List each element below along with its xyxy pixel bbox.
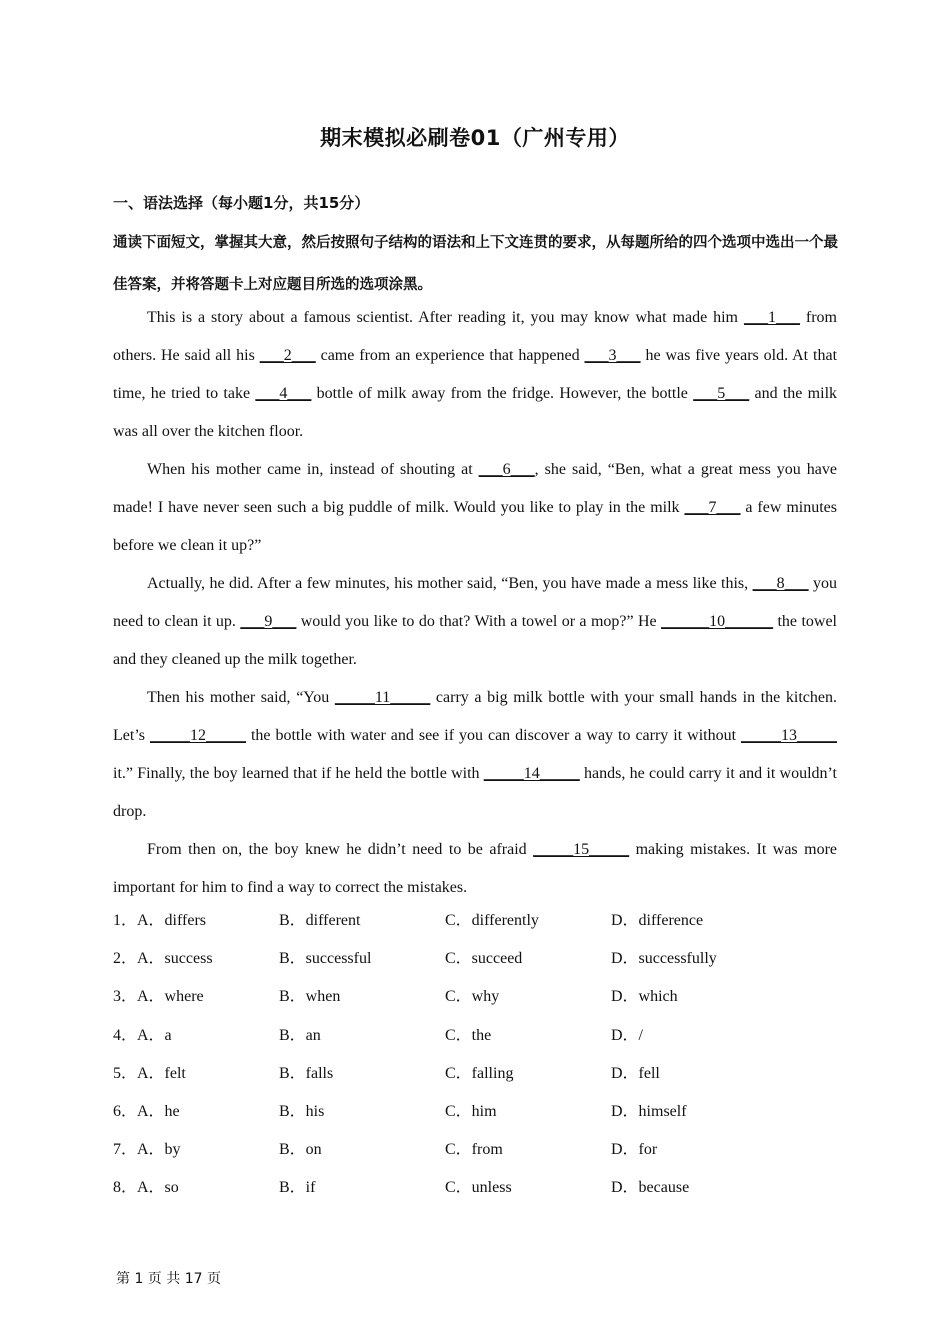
blank-11: _____11_____ bbox=[334, 689, 431, 706]
option-c: C．succeed bbox=[445, 950, 523, 968]
passage-text: This is a story about a famous scientist. After reading it, you may know what made him bbox=[147, 309, 744, 326]
option-a: 2．A．success bbox=[113, 950, 213, 968]
option-c: C．him bbox=[445, 1102, 497, 1120]
option-d: D．/ bbox=[611, 1026, 644, 1044]
option-d: D．for bbox=[611, 1141, 658, 1159]
question-row bbox=[113, 1174, 837, 1212]
paragraph-2 bbox=[113, 451, 837, 565]
blank-2: ___2___ bbox=[259, 347, 316, 364]
paragraph-3 bbox=[113, 565, 837, 679]
option-a: 1．A．differs bbox=[113, 912, 207, 929]
page-title: 期末模拟必刷卷01（广州专用） bbox=[320, 126, 630, 150]
blank-10: ______10______ bbox=[661, 613, 774, 630]
passage-text: from others. He said all his bbox=[113, 309, 837, 364]
instructions: 通读下面短文，掌握其大意，然后按照句子结构的语法和上下文连贯的要求，从每题所给的四个选项中选出一个最佳答案，并将答题卡上对应题目所选的选项涂黑。 bbox=[113, 235, 838, 293]
passage-text: hands, he could carry it and it wouldn’t drop. bbox=[113, 765, 837, 820]
blank-4: ___4___ bbox=[255, 385, 312, 402]
paragraph-4 bbox=[113, 679, 837, 831]
passage-text: making mistakes. It was more important for him to find a way to correct the mistakes. bbox=[113, 841, 837, 896]
option-c: C．falling bbox=[445, 1064, 514, 1082]
option-a: 4．A．a bbox=[113, 1026, 172, 1044]
passage-text: it.” Finally, the boy learned that if he held the bottle with bbox=[113, 765, 484, 782]
passage-text: you need to clean it up. bbox=[113, 575, 838, 630]
option-b: B．different bbox=[279, 912, 361, 929]
option-d: D．himself bbox=[611, 1102, 687, 1120]
option-a: 8．A．so bbox=[113, 1179, 179, 1197]
answer-options bbox=[113, 907, 837, 1213]
passage-text: bottle of milk away from the fridge. However, the bottle bbox=[311, 385, 694, 402]
passage-text: , she said, “Ben, what a great mess you have made! I have never seen such a big puddle of milk. Would you like to play in the milk bbox=[113, 461, 838, 516]
option-d: D．difference bbox=[611, 912, 704, 929]
option-a: 6．A．he bbox=[113, 1102, 180, 1120]
option-d: D．because bbox=[611, 1179, 690, 1197]
option-d: D．fell bbox=[611, 1064, 660, 1082]
passage-text: Actually, he did. After a few minutes, his mother said, “Ben, you have made a mess like this, bbox=[147, 575, 753, 592]
option-b: B．when bbox=[279, 988, 341, 1006]
option-a: 5．A．felt bbox=[113, 1064, 186, 1082]
question-row bbox=[113, 1022, 837, 1060]
question-row bbox=[113, 983, 837, 1021]
passage-text: came from an experience that happened bbox=[315, 347, 585, 364]
blank-3: ___3___ bbox=[584, 347, 641, 364]
question-row bbox=[113, 945, 837, 983]
question-row bbox=[113, 1060, 837, 1098]
option-b: B．an bbox=[279, 1026, 321, 1044]
option-a: 7．A．by bbox=[113, 1141, 181, 1159]
passage-text: he was five years old. At that time, he tried to take bbox=[113, 347, 838, 402]
option-c: C．unless bbox=[445, 1179, 512, 1197]
blank-15: _____15_____ bbox=[533, 841, 630, 858]
option-b: B．on bbox=[279, 1141, 322, 1159]
passage-text: carry a big milk bottle with your small hands in the kitchen. Let’s bbox=[113, 689, 837, 744]
blank-8: ___8___ bbox=[752, 575, 809, 592]
passage-text: the towel and they cleaned up the milk together. bbox=[113, 613, 837, 668]
passage-text: the bottle with water and see if you can discover a way to carry it without bbox=[245, 727, 741, 744]
option-b: B．if bbox=[279, 1179, 316, 1197]
passage-text: When his mother came in, instead of shouting at bbox=[147, 461, 479, 478]
blank-14: _____14_____ bbox=[483, 765, 580, 782]
blank-6: ___6___ bbox=[478, 461, 535, 478]
page-footer: 第 1 页 共 17 页 bbox=[116, 1271, 221, 1287]
passage-text: a few minutes before we clean it up?” bbox=[113, 499, 838, 554]
paragraph-1 bbox=[113, 299, 837, 451]
blank-5: ___5___ bbox=[693, 385, 750, 402]
question-row bbox=[113, 907, 837, 945]
question-row bbox=[113, 1136, 837, 1174]
blank-12: _____12_____ bbox=[149, 727, 246, 744]
section-heading: 一、语法选择（每小题1分，共15分） bbox=[113, 194, 370, 212]
passage-text: and the milk was all over the kitchen floor. bbox=[113, 385, 838, 440]
option-d: D．successfully bbox=[611, 950, 717, 968]
blank-9: ___9___ bbox=[240, 613, 297, 630]
option-b: B．falls bbox=[279, 1064, 334, 1082]
option-b: B．successful bbox=[279, 950, 372, 968]
passage-text: From then on, the boy knew he didn’t need to be afraid bbox=[147, 841, 534, 858]
option-c: C．from bbox=[445, 1141, 503, 1159]
passage bbox=[113, 299, 837, 907]
paragraph-5 bbox=[113, 831, 837, 907]
question-row bbox=[113, 1098, 837, 1136]
option-c: C．why bbox=[445, 988, 500, 1006]
option-d: D．which bbox=[611, 988, 678, 1006]
option-b: B．his bbox=[279, 1102, 325, 1120]
option-c: C．differently bbox=[445, 912, 539, 929]
option-c: C．the bbox=[445, 1026, 492, 1044]
passage-text: Then his mother said, “You bbox=[147, 689, 335, 706]
blank-1: ___1___ bbox=[743, 309, 800, 326]
blank-7: ___7___ bbox=[684, 499, 741, 516]
passage-text: would you like to do that? With a towel or a mop?” He bbox=[296, 613, 662, 630]
option-a: 3．A．where bbox=[113, 988, 204, 1006]
blank-13: _____13_____ bbox=[741, 727, 837, 744]
